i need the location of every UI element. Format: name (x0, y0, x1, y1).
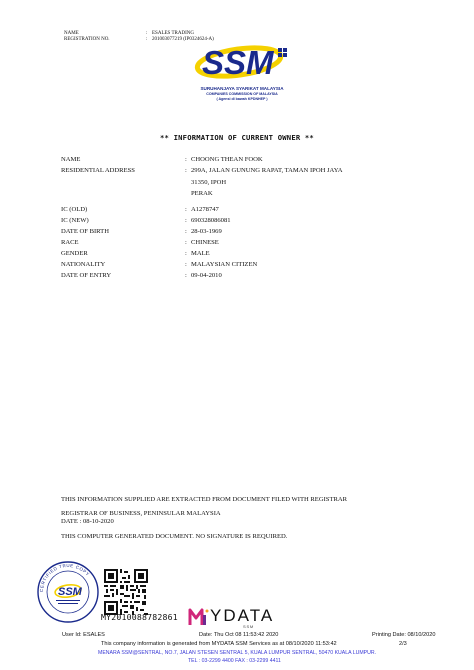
gender-label: GENDER (61, 250, 88, 257)
row-ic-old (61, 206, 391, 214)
row-name (61, 156, 391, 164)
mydata-logo-sub: SSM (243, 624, 255, 629)
note-computer: THIS COMPUTER GENERATED DOCUMENT. NO SIGNATURE IS REQUIRED. (61, 533, 288, 540)
row-nationality (61, 261, 391, 269)
footer-tel: TEL : 03-2299 4400 FAX : 03-2299 4411 (188, 658, 281, 664)
stamp-logo-text: SSM (58, 586, 82, 598)
header-colon: : (146, 31, 148, 36)
nationality-label: NATIONALITY (61, 261, 106, 268)
note-registrar: REGISTRAR OF BUSINESS, PENINSULAR MALAYSIA (61, 510, 221, 517)
footer-user-id: User Id: ESALES (62, 632, 105, 638)
row-address (61, 167, 391, 175)
logo-line3: ( Agensi di bawah KPDNHEP ) (216, 97, 268, 101)
header-colon: : (146, 37, 148, 42)
colon: : (185, 272, 187, 279)
colon: : (185, 156, 187, 163)
address-line1: 299A, JALAN GUNUNG RAPAT, TAMAN IPOH JAYA (191, 167, 343, 174)
dob-value: 28-03-1969 (191, 228, 222, 235)
note-extracted: THIS INFORMATION SUPPLIED ARE EXTRACTED FROM DOCUMENT FILED WITH REGISTRAR (61, 496, 348, 503)
colon: : (185, 239, 187, 246)
row-gender (61, 250, 391, 258)
ssm-logo-text: SSM (202, 44, 274, 81)
footer-printing-date: Printing Date: 08/10/2020 (372, 632, 436, 638)
entry-label: DATE OF ENTRY (61, 272, 112, 279)
footer-generated: This company information is generated from MYDATA SSM Services as at 08/10/2020 11:53:42 (101, 641, 337, 647)
ic-new-label: IC (NEW) (61, 217, 89, 224)
ic-new-value: 690328086081 (191, 217, 231, 224)
header-reg-value: 201003077219 (IP0324624-A) (152, 37, 214, 42)
row-entry (61, 272, 391, 280)
row-address-3 (61, 190, 391, 198)
address-label: RESIDENTIAL ADDRESS (61, 167, 135, 174)
qr-code (104, 569, 148, 615)
header-reg-label: REGISTRATION NO. (64, 37, 110, 42)
footer-page: 2/3 (399, 641, 407, 647)
footer-date: Date: Thu Oct 08 11:53:42 2020 (199, 632, 279, 638)
row-ic-new (61, 217, 391, 225)
ssm-logo (192, 34, 292, 94)
header-name-value: ESALES TRADING (152, 31, 194, 36)
page-title: ** INFORMATION OF CURRENT OWNER ** (160, 133, 314, 142)
colon: : (185, 167, 187, 174)
race-value: CHINESE (191, 239, 219, 246)
colon: : (185, 250, 187, 257)
colon: : (185, 206, 187, 213)
colon: : (185, 261, 187, 268)
header-name-label: NAME (64, 31, 79, 36)
colon: : (185, 217, 187, 224)
dob-label: DATE OF BIRTH (61, 228, 109, 235)
name-value: CHOONG THEAN FOOK (191, 156, 263, 163)
ic-old-value: A1278747 (191, 206, 219, 213)
logo-line2: COMPANIES COMMISSION OF MALAYSIA (206, 92, 278, 96)
mydata-logo-word: YDATA (210, 606, 275, 625)
row-dob (61, 228, 391, 236)
name-label: NAME (61, 156, 81, 163)
nationality-value: MALAYSIAN CITIZEN (191, 261, 258, 268)
entry-value: 09-04-2010 (191, 272, 222, 279)
colon: : (185, 228, 187, 235)
note-date: DATE : 08-10-2020 (61, 518, 114, 525)
gender-value: MALE (191, 250, 210, 257)
logo-line1: SURUHANJAYA SYARIKAT MALAYSIA (200, 86, 284, 91)
mydata-logo-icon (188, 607, 212, 627)
ic-old-label: IC (OLD) (61, 206, 88, 213)
row-race (61, 239, 391, 247)
certified-stamp (36, 560, 100, 624)
footer-address: MENARA SSM@SENTRAL, NO.7, JALAN STESEN SENTRAL 5, KUALA LUMPUR SENTRAL, 50470 KUALA LUMPUR. (98, 650, 377, 656)
address-line2: 31350, IPOH (191, 179, 227, 186)
race-label: RACE (61, 239, 79, 246)
qr-code-text: MY2010088782861 (101, 612, 178, 622)
stamp-text: CERTIFIED TRUE COPY (38, 562, 91, 593)
address-line3: PERAK (191, 190, 213, 197)
row-address-2 (61, 179, 391, 187)
